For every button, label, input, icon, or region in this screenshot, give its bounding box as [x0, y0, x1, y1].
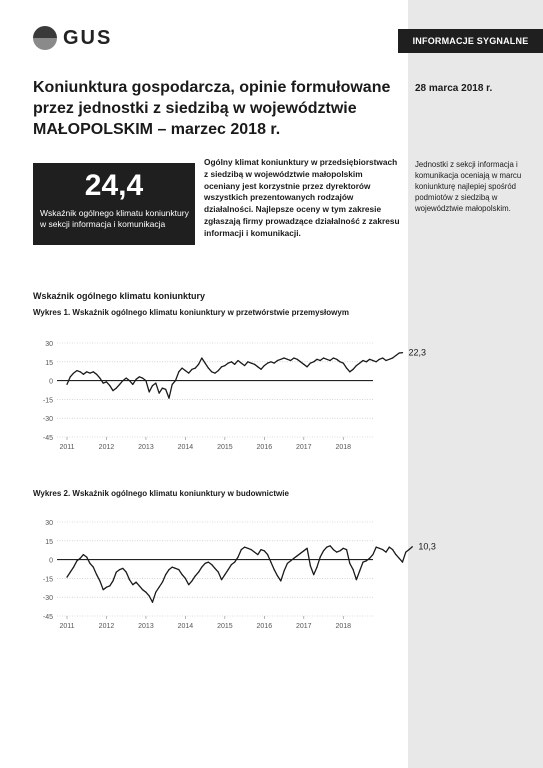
- data-point: [379, 359, 380, 360]
- data-point: [306, 366, 307, 367]
- data-point: [139, 585, 140, 586]
- data-point: [402, 352, 403, 353]
- x-tick-label: 2016: [256, 444, 273, 451]
- data-point: [353, 569, 354, 570]
- data-point: [106, 587, 107, 588]
- data-point: [198, 364, 199, 365]
- data-point: [385, 551, 386, 552]
- kpi-value: 24,4: [84, 169, 144, 202]
- data-point: [168, 398, 169, 399]
- data-point: [99, 377, 100, 378]
- data-point: [135, 582, 136, 583]
- data-point: [76, 370, 77, 371]
- data-point: [165, 389, 166, 390]
- data-point: [132, 384, 133, 385]
- data-point: [237, 360, 238, 361]
- data-point: [343, 362, 344, 363]
- data-point: [126, 572, 127, 573]
- data-point: [96, 574, 97, 575]
- data-point: [116, 572, 117, 573]
- data-point: [185, 370, 186, 371]
- data-point: [201, 357, 202, 358]
- data-point: [218, 572, 219, 573]
- data-point: [366, 560, 367, 561]
- data-point: [178, 569, 179, 570]
- data-point: [103, 383, 104, 384]
- x-tick-label: 2016: [256, 623, 273, 630]
- data-point: [306, 548, 307, 549]
- data-point: [326, 546, 327, 547]
- data-point: [241, 362, 242, 363]
- data-point: [109, 385, 110, 386]
- data-point: [99, 580, 100, 581]
- data-point: [158, 587, 159, 588]
- data-point: [70, 572, 71, 573]
- logo-text: GUS: [63, 26, 113, 49]
- section-title: Wskaźnik ogólnego klimatu koniunktury: [33, 291, 206, 301]
- page-title: Koniunktura gospodarcza, opinie formułowane przez jednostki z siedzibą w województwie MAŁOPOLSKIM – marzec 2018 r.: [33, 79, 391, 138]
- data-point: [93, 567, 94, 568]
- data-point: [330, 545, 331, 546]
- data-point: [290, 360, 291, 361]
- x-tick-label: 2014: [177, 623, 194, 630]
- data-point: [83, 554, 84, 555]
- data-point: [366, 361, 367, 362]
- data-point: [257, 554, 258, 555]
- data-point: [349, 563, 350, 564]
- data-point: [264, 550, 265, 551]
- data-point: [129, 380, 130, 381]
- data-point: [76, 560, 77, 561]
- data-point: [346, 367, 347, 368]
- y-tick-label: 15: [45, 359, 53, 367]
- data-point: [287, 359, 288, 360]
- data-point: [385, 360, 386, 361]
- data-point: [260, 369, 261, 370]
- data-point: [251, 362, 252, 363]
- data-point: [103, 589, 104, 590]
- data-point: [267, 554, 268, 555]
- data-point: [264, 365, 265, 366]
- data-point: [211, 564, 212, 565]
- data-point: [247, 548, 248, 549]
- data-point: [80, 558, 81, 559]
- data-point: [142, 377, 143, 378]
- data-point: [155, 592, 156, 593]
- data-point: [224, 365, 225, 366]
- data-point: [303, 550, 304, 551]
- data-point: [122, 380, 123, 381]
- data-point: [198, 572, 199, 573]
- x-tick-label: 2013: [138, 623, 154, 630]
- data-point: [369, 558, 370, 559]
- data-point: [277, 360, 278, 361]
- data-point: [228, 362, 229, 363]
- data-point: [221, 579, 222, 580]
- data-point: [70, 376, 71, 377]
- data-point: [330, 360, 331, 361]
- data-point: [316, 359, 317, 360]
- x-tick-label: 2011: [59, 623, 75, 630]
- data-point: [343, 548, 344, 549]
- data-point: [158, 393, 159, 394]
- data-point: [237, 556, 238, 557]
- y-tick-label: -45: [42, 435, 53, 442]
- y-tick-label: -15: [42, 576, 53, 584]
- data-point: [339, 361, 340, 362]
- logo-circle-icon: [33, 26, 57, 50]
- lead-paragraph: Ogólny klimat koniunktury w przedsiębiorstwach z siedzibą w województwie małopolskim oceniany jest korzystnie przez dyrektorów wszystkich prezentowanych rodzajów działalności. Najlepsze oceny w tym zakresie zgłaszają firmy prowadzące działalność z zakresu informacji i komunikacji.: [204, 157, 400, 238]
- data-point: [191, 369, 192, 370]
- x-tick-label: 2014: [177, 444, 194, 451]
- data-point: [356, 365, 357, 366]
- data-point: [152, 602, 153, 603]
- data-point: [195, 575, 196, 576]
- data-point: [336, 551, 337, 552]
- data-point: [162, 388, 163, 389]
- kpi-box: [33, 163, 195, 245]
- data-point: [126, 377, 127, 378]
- data-point: [205, 563, 206, 564]
- data-point: [267, 362, 268, 363]
- data-point: [297, 359, 298, 360]
- data-point: [231, 564, 232, 565]
- data-point: [379, 548, 380, 549]
- data-point: [234, 562, 235, 563]
- x-tick-label: 2017: [296, 444, 312, 451]
- x-tick-label: 2013: [138, 444, 154, 451]
- data-point: [241, 549, 242, 550]
- data-point: [254, 551, 255, 552]
- data-point: [155, 383, 156, 384]
- chart-2-title: Wykres 2. Wskaźnik ogólnego klimatu koniunktury w budownictwie: [33, 489, 289, 498]
- data-point: [119, 384, 120, 385]
- data-point: [218, 370, 219, 371]
- y-tick-label: -15: [42, 397, 53, 405]
- data-point: [389, 359, 390, 360]
- data-point: [300, 553, 301, 554]
- data-point: [395, 554, 396, 555]
- chart-1: [33, 333, 426, 460]
- data-point: [185, 578, 186, 579]
- x-tick-label: 2017: [296, 623, 312, 630]
- publication-date: 28 marca 2018 r.: [415, 83, 493, 94]
- data-point: [293, 357, 294, 358]
- data-point: [172, 567, 173, 568]
- chart-1-title: Wykres 1. Wskaźnik ogólnego klimatu koniunktury w przetwórstwie przemysłowym: [33, 308, 349, 317]
- data-point: [392, 549, 393, 550]
- data-point: [313, 574, 314, 575]
- data-point: [274, 569, 275, 570]
- data-point: [372, 360, 373, 361]
- kpi-label: Wskaźnik ogólnego klimatu koniunktury w sekcji informacja i komunikacja: [40, 208, 189, 229]
- data-point: [320, 360, 321, 361]
- data-point: [89, 372, 90, 373]
- data-point: [270, 562, 271, 563]
- data-point: [412, 546, 413, 547]
- last-value-label: 10,3: [418, 541, 436, 552]
- data-point: [129, 579, 130, 580]
- data-point: [83, 374, 84, 375]
- data-point: [313, 361, 314, 362]
- data-point: [372, 554, 373, 555]
- data-point: [270, 361, 271, 362]
- data-point: [96, 374, 97, 375]
- data-point: [244, 546, 245, 547]
- data-point: [359, 570, 360, 571]
- data-point: [116, 388, 117, 389]
- data-point: [89, 563, 90, 564]
- y-tick-label: 30: [45, 341, 53, 348]
- last-value-label: 22,3: [408, 347, 426, 358]
- y-tick-label: 0: [49, 557, 53, 565]
- data-point: [178, 371, 179, 372]
- data-point: [201, 567, 202, 568]
- data-point: [221, 366, 222, 367]
- data-point: [274, 362, 275, 363]
- data-point: [191, 580, 192, 581]
- y-tick-label: -30: [42, 416, 53, 424]
- data-point: [228, 569, 229, 570]
- data-point: [247, 361, 248, 362]
- data-point: [283, 570, 284, 571]
- data-point: [162, 582, 163, 583]
- data-point: [376, 546, 377, 547]
- data-point: [389, 546, 390, 547]
- data-point: [362, 562, 363, 563]
- data-point: [149, 391, 150, 392]
- data-point: [405, 551, 406, 552]
- x-tick-label: 2011: [59, 444, 75, 451]
- data-point: [145, 380, 146, 381]
- data-point: [106, 381, 107, 382]
- data-point: [172, 384, 173, 385]
- data-point: [182, 367, 183, 368]
- data-point: [175, 380, 176, 381]
- data-point: [356, 579, 357, 580]
- data-point: [399, 558, 400, 559]
- data-point: [214, 568, 215, 569]
- x-tick-label: 2018: [335, 444, 352, 451]
- data-point: [280, 359, 281, 360]
- data-point: [145, 592, 146, 593]
- data-point: [73, 567, 74, 568]
- data-point: [132, 584, 133, 585]
- data-point: [175, 568, 176, 569]
- x-tick-label: 2015: [217, 623, 233, 630]
- data-point: [300, 361, 301, 362]
- data-point: [333, 549, 334, 550]
- data-point: [303, 364, 304, 365]
- x-tick-label: 2018: [335, 623, 352, 630]
- data-point: [362, 360, 363, 361]
- data-point: [135, 379, 136, 380]
- data-point: [208, 562, 209, 563]
- x-tick-label: 2012: [98, 623, 115, 630]
- data-point: [66, 384, 67, 385]
- series-line: [67, 546, 412, 602]
- data-point: [112, 580, 113, 581]
- data-point: [149, 595, 150, 596]
- data-point: [369, 359, 370, 360]
- data-point: [277, 575, 278, 576]
- y-tick-label: 30: [45, 520, 53, 527]
- data-point: [287, 563, 288, 564]
- data-point: [293, 558, 294, 559]
- data-point: [139, 376, 140, 377]
- data-point: [260, 549, 261, 550]
- data-point: [326, 359, 327, 360]
- data-point: [392, 357, 393, 358]
- data-point: [112, 390, 113, 391]
- data-point: [188, 372, 189, 373]
- data-point: [119, 569, 120, 570]
- data-point: [142, 589, 143, 590]
- data-point: [86, 371, 87, 372]
- data-point: [234, 364, 235, 365]
- data-point: [93, 371, 94, 372]
- data-point: [346, 549, 347, 550]
- data-point: [254, 364, 255, 365]
- data-point: [320, 556, 321, 557]
- data-point: [310, 565, 311, 566]
- publication-type-badge: INFORMACJE SYGNALNE: [398, 29, 543, 53]
- data-point: [224, 574, 225, 575]
- data-point: [395, 355, 396, 356]
- data-point: [333, 357, 334, 358]
- data-point: [349, 371, 350, 372]
- data-point: [195, 367, 196, 368]
- series-line: [67, 353, 403, 398]
- x-tick-label: 2012: [98, 444, 115, 451]
- data-point: [109, 585, 110, 586]
- data-point: [402, 562, 403, 563]
- data-point: [280, 580, 281, 581]
- data-point: [353, 369, 354, 370]
- data-point: [359, 362, 360, 363]
- y-tick-label: 15: [45, 538, 53, 546]
- y-tick-label: 0: [49, 378, 53, 386]
- data-point: [165, 574, 166, 575]
- data-point: [310, 362, 311, 363]
- data-point: [122, 568, 123, 569]
- data-point: [152, 385, 153, 386]
- side-note: Jednostki z sekcji informacja i komunikacja oceniają w marcu koniunkturę najlepiej spośród podmiotów z siedzibą w województwie małopolskim.: [415, 160, 522, 213]
- data-point: [86, 556, 87, 557]
- y-tick-label: -30: [42, 595, 53, 603]
- data-point: [80, 371, 81, 372]
- data-point: [214, 372, 215, 373]
- data-point: [188, 584, 189, 585]
- data-point: [182, 574, 183, 575]
- data-point: [205, 362, 206, 363]
- data-point: [382, 549, 383, 550]
- data-point: [323, 357, 324, 358]
- data-point: [66, 577, 67, 578]
- data-point: [244, 365, 245, 366]
- data-point: [231, 361, 232, 362]
- data-point: [323, 550, 324, 551]
- data-point: [211, 371, 212, 372]
- data-point: [382, 357, 383, 358]
- data-point: [208, 367, 209, 368]
- data-point: [399, 352, 400, 353]
- data-point: [408, 549, 409, 550]
- y-tick-label: -45: [42, 614, 53, 621]
- chart-2: [33, 512, 436, 639]
- gus-logo: [33, 24, 112, 52]
- x-tick-label: 2015: [217, 444, 233, 451]
- data-point: [168, 569, 169, 570]
- data-point: [339, 550, 340, 551]
- data-point: [251, 549, 252, 550]
- data-point: [297, 555, 298, 556]
- data-point: [73, 372, 74, 373]
- data-point: [316, 567, 317, 568]
- sidebar-panel: [408, 0, 543, 768]
- data-point: [376, 361, 377, 362]
- data-point: [336, 359, 337, 360]
- data-point: [257, 366, 258, 367]
- data-point: [290, 560, 291, 561]
- data-point: [283, 357, 284, 358]
